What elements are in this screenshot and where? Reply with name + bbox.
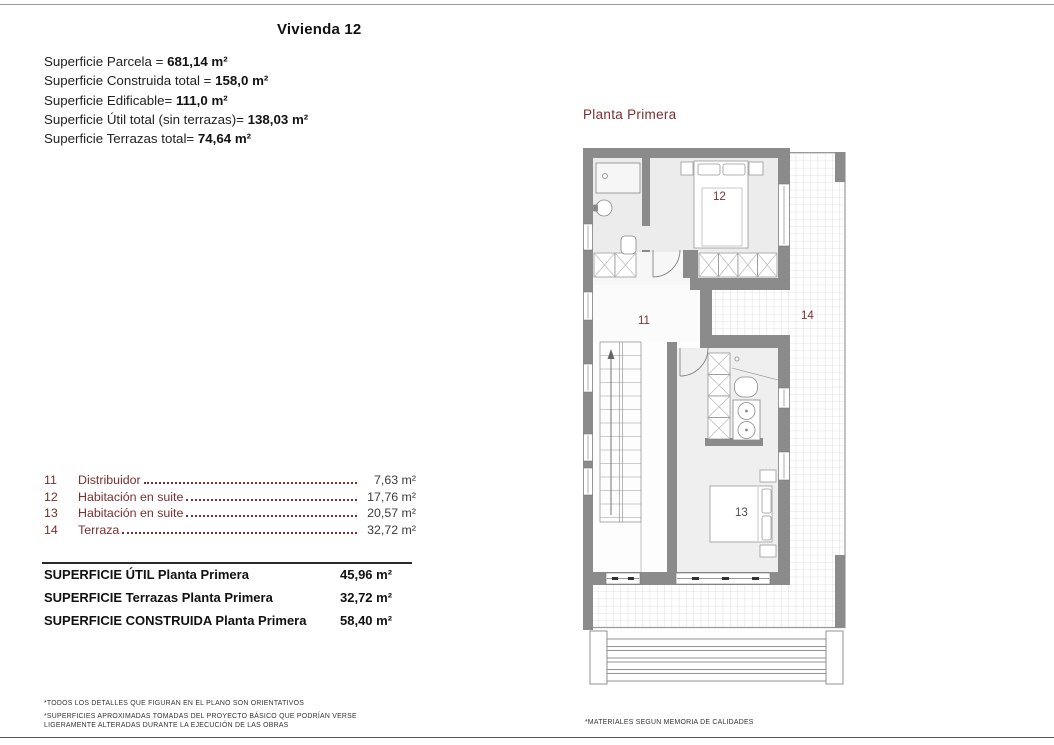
summary-line [44,110,308,129]
summary-value: 111,0 m² [175,92,228,108]
floor-summary-value: 32,72 m² [340,590,393,605]
entrance-steps [590,631,843,684]
footnote-line-1: *TODOS LOS DETALLES QUE FIGURAN EN EL PLANO SON ORIENTATIVOS [44,700,305,707]
floor-summary-value: 45,96 m² [340,567,393,582]
floor-summary-row [44,567,392,590]
summary-value: 74,64 m² [197,131,252,147]
page-bottom-border [0,737,1054,738]
floor-summary-row [44,613,392,636]
summary-line [44,52,308,71]
room-number: 13 [44,506,58,520]
room-name: Distribuidor [78,473,141,487]
bathroom-door-gap [642,226,650,250]
summary-line [44,71,308,90]
room-list-row [44,506,416,523]
room-list-row [44,523,416,540]
floor-summary-label: SUPERFICIE Terrazas Planta Primera [44,590,273,605]
room-area: 7,63 m² [373,473,416,487]
room-name: Habitación en suite [78,506,184,520]
floor-summary-row [44,590,392,613]
sliding-doors-bottom [606,573,770,584]
room-list-row [44,473,416,490]
footnote-line-3: LIGERAMENTE ALTERADAS DURANTE LA EJECUCIÓN DE LAS OBRAS [44,722,289,729]
summary-label: Superficie Terrazas total= [44,131,198,147]
surface-summary-block [44,52,308,148]
summary-value: 158,0 m² [215,73,269,89]
floor-summary-value: 58,40 m² [340,613,393,628]
dotted-leader [186,499,357,501]
summary-line [44,129,308,148]
footnote-materials: *MATERIALES SEGUN MEMORIA DE CALIDADES [585,719,754,726]
summary-label: Superficie Parcela = [44,54,168,69]
room-number: 11 [44,473,57,487]
summary-line [44,91,308,110]
floor-summary-label: SUPERFICIE CONSTRUIDA Planta Primera [44,613,307,628]
footnote-line-2: *SUPERFICIES APROXIMADAS TOMADAS DEL PROYECTO BÁSICO QUE PODRÍAN VERSE [44,712,357,720]
dotted-leader [122,532,357,534]
summary-value: 681,14 m² [167,54,228,69]
room-name: Habitación en suite [78,489,184,504]
room-list [44,473,416,539]
room-number: 14 [44,522,58,537]
room-label-12: 12 [713,191,726,203]
floor-plan-title: Planta Primera [583,107,677,122]
room-area: 17,76 m² [367,489,416,504]
dotted-leader [144,482,357,484]
summary-label: Superficie Construida total = [44,73,216,89]
room-area: 32,72 m² [367,522,416,537]
page-title: Vivienda 12 [277,21,362,38]
floor-summary [44,567,392,636]
page-top-border [0,4,1054,5]
room-area: 20,57 m² [367,506,416,520]
room-list-row [44,490,416,507]
floor-summary-label: SUPERFICIE ÚTIL Planta Primera [44,567,249,582]
summary-divider [42,562,412,564]
dotted-leader [186,515,357,517]
summary-label: Superficie Edificable= [44,92,176,108]
room-label-11: 11 [638,315,650,327]
summary-value: 138,03 m² [247,111,309,127]
floor-plan-drawing [575,140,855,692]
room-name: Terraza [78,522,120,537]
room-number: 12 [44,489,58,504]
summary-label: Superficie Útil total (sin terrazas)= [44,111,248,127]
room-label-13: 13 [735,507,748,519]
room-label-14: 14 [801,310,814,322]
